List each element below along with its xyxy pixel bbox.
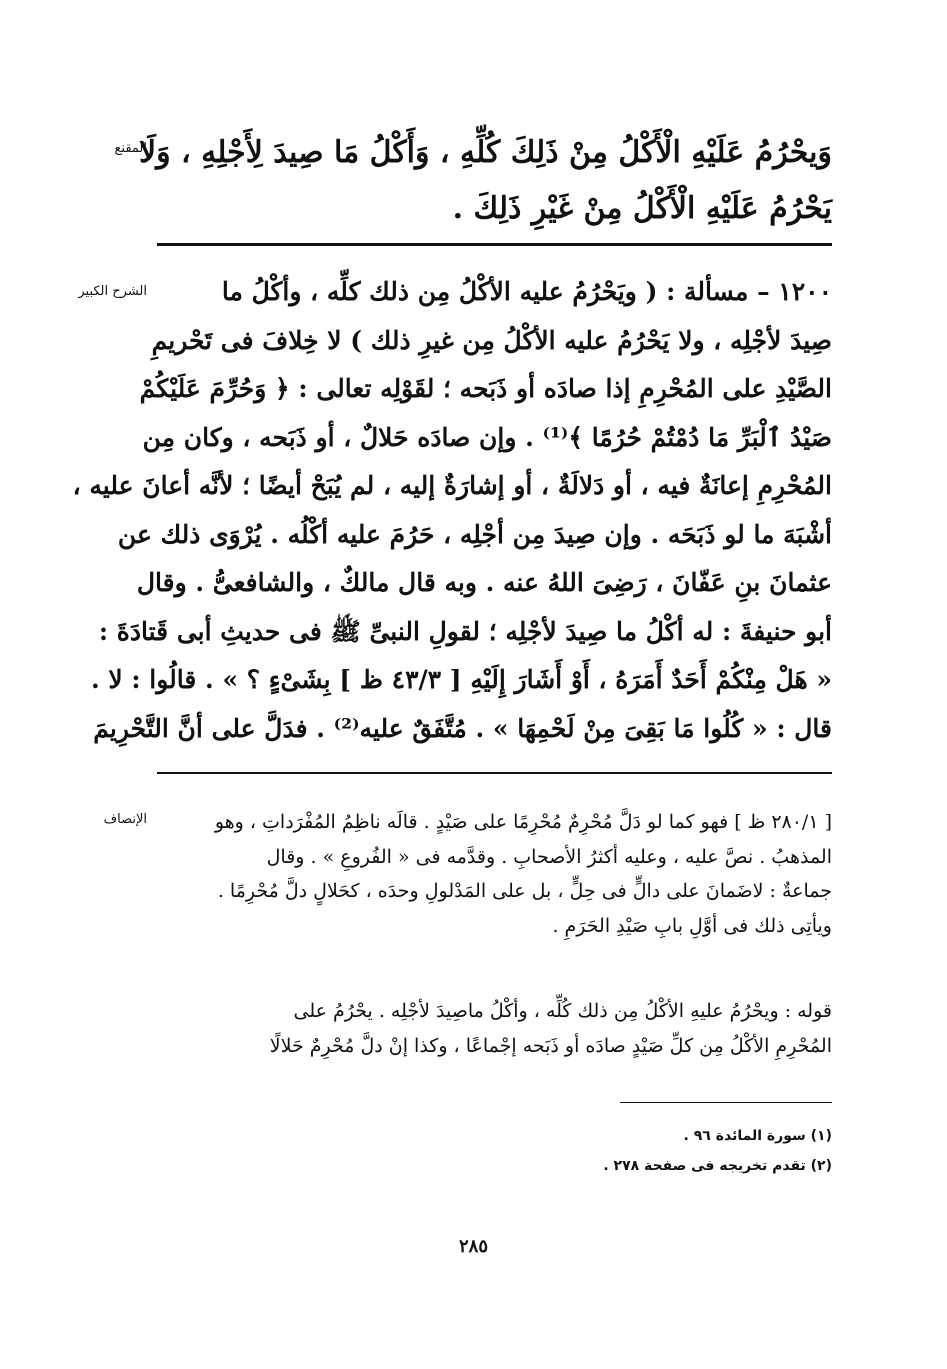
muqni-line: يَحْرُمُ عَلَيْهِ الْأَكْلُ مِنْ غَيْرِ ذَلِكَ . bbox=[452, 191, 832, 226]
label-insaf: الإنصاف bbox=[103, 812, 147, 827]
sharh-line: المُحْرِمِ إعانَةٌ فيه ، أو دَلالَةٌ ، أو إشارَةٌ إليه ، لم يُبَحْ أيضًا ؛ لأنَّه أعانَ عليه ، bbox=[72, 471, 832, 500]
insaf-line: جماعةٌ : لاضَمانَ على دالٍّ فى حِلٍّ ، بل على المَدْلولِ وحدَه ، كحَلالٍ دلَّ مُحْرِمًا . bbox=[217, 880, 832, 902]
sharh-line: عثمانَ بنِ عَفّانَ ، رَضِىَ اللهُ عنه . وبه قال مالكٌ ، والشافعىُّ . وقال bbox=[136, 568, 832, 597]
sharh-line: صِيدَ لأجْلِه ، ولا يَحْرُمُ عليه الأكْلُ مِن غيرِ ذلك ) لا خِلافَ فى تَحْريمِ bbox=[151, 325, 832, 355]
sharh-line: ١٢٠٠ – مسألة : ( ويَحْرُمُ عليه الأكْلُ مِن ذلك كلِّه ، وأكْلُ ما bbox=[221, 277, 832, 306]
sharh-line: « هَلْ مِنْكُمْ أَحَدٌ أَمَرَهُ ، أَوْ أَشَارَ إِلَيْهِ [ ٤٣/٣ ظ ] بِشَىْءٍ ؟ » . قالُوا : لا . bbox=[90, 665, 832, 694]
muqni-text bbox=[138, 125, 832, 237]
insaf-line: ويأتِى ذلك فى أوَّلِ بابِ صَيْدِ الحَرَمِ . bbox=[552, 914, 832, 937]
muqni-line: وَيحْرُمُ عَلَيْهِ الْأَكْلُ مِنْ ذَلِكَ كُلِّهِ ، وَأَكْلُ مَا صِيدَ لِأَجْلِهِ ، وَلَا bbox=[138, 135, 832, 170]
section-divider-thick bbox=[157, 243, 832, 246]
insaf-line: [ ٢٨٠/١ ظ ] فهو كما لو دَلَّ مُحْرِمٌ مُحْرِمًا على صَيْدٍ . قالَه ناظِمُ المُفْرَداتِ ، وهو bbox=[214, 811, 832, 833]
label-sharh: الشرح الكبير bbox=[78, 284, 147, 299]
qawluh-line: قوله : ويحْرُمُ عليهِ الأكْلُ مِن ذلك كُلِّه ، وأكْلُ ماصِيدَ لأجْلِه . يحْرُمُ على bbox=[293, 1000, 832, 1022]
sharh-line: أشْبَهَ ما لو ذَبَحَه . وإن صِيدَ مِن أجْلِه ، حَرُمَ عليه أكْلُه . يُرْوَى ذلك عن bbox=[117, 519, 832, 549]
sharh-line: الصَّيْدِ على المُحْرِمِ إذا صادَه أو ذَبَحه ؛ لقَوْلِه تعالى : ﴿ وَحُرِّمَ عَلَيْكُمْ bbox=[139, 374, 832, 403]
footnote-2: (٢) تقدم تخريجه فى صفحة ٢٧٨ . bbox=[603, 1158, 832, 1174]
qawluh-text bbox=[157, 994, 832, 1063]
insaf-line: المذهبُ . نصَّ عليه ، وعليه أكثرُ الأصحابِ . وقدَّمه فى « الفُروعِ » . وقال bbox=[266, 845, 832, 868]
insaf-text bbox=[157, 805, 832, 943]
qawluh-line: المُحْرِمِ الأكْلُ مِن كلِّ صَيْدٍ صادَه أو ذَبَحه إجْماعًا ، وكذا إنْ دلَّ مُحْرِمٌ حَلالًا bbox=[269, 1034, 832, 1057]
page-number: ٢٨٥ bbox=[458, 1236, 488, 1257]
sharh-line: قال : « كُلُوا مَا بَقِىَ مِنْ لَحْمِهَا » . مُتَّفَقٌ عليه⁽²⁾ . فدَلَّ على أنَّ التَّحْرِيمَ bbox=[93, 713, 832, 743]
footnote-rule bbox=[620, 1102, 832, 1103]
footnote-1: (١) سورة المائدة ٩٦ . bbox=[683, 1128, 832, 1144]
section-divider bbox=[157, 772, 832, 774]
sharh-line: أبو حنيفةَ : له أكْلُ ما صِيدَ لأجْلِه ؛ لقولِ النبىِّ ﷺ فى حديثِ أبى قَتادَةَ : bbox=[98, 616, 832, 646]
sharh-line: صَيْدُ ٱلْبَرِّ مَا دُمْتُمْ حُرُمًا ﴾⁽¹⁾ . وإن صادَه حَلالٌ ، أو ذَبَحه ، وكان مِن bbox=[142, 422, 832, 452]
label-muqni: المقنع bbox=[114, 141, 147, 156]
